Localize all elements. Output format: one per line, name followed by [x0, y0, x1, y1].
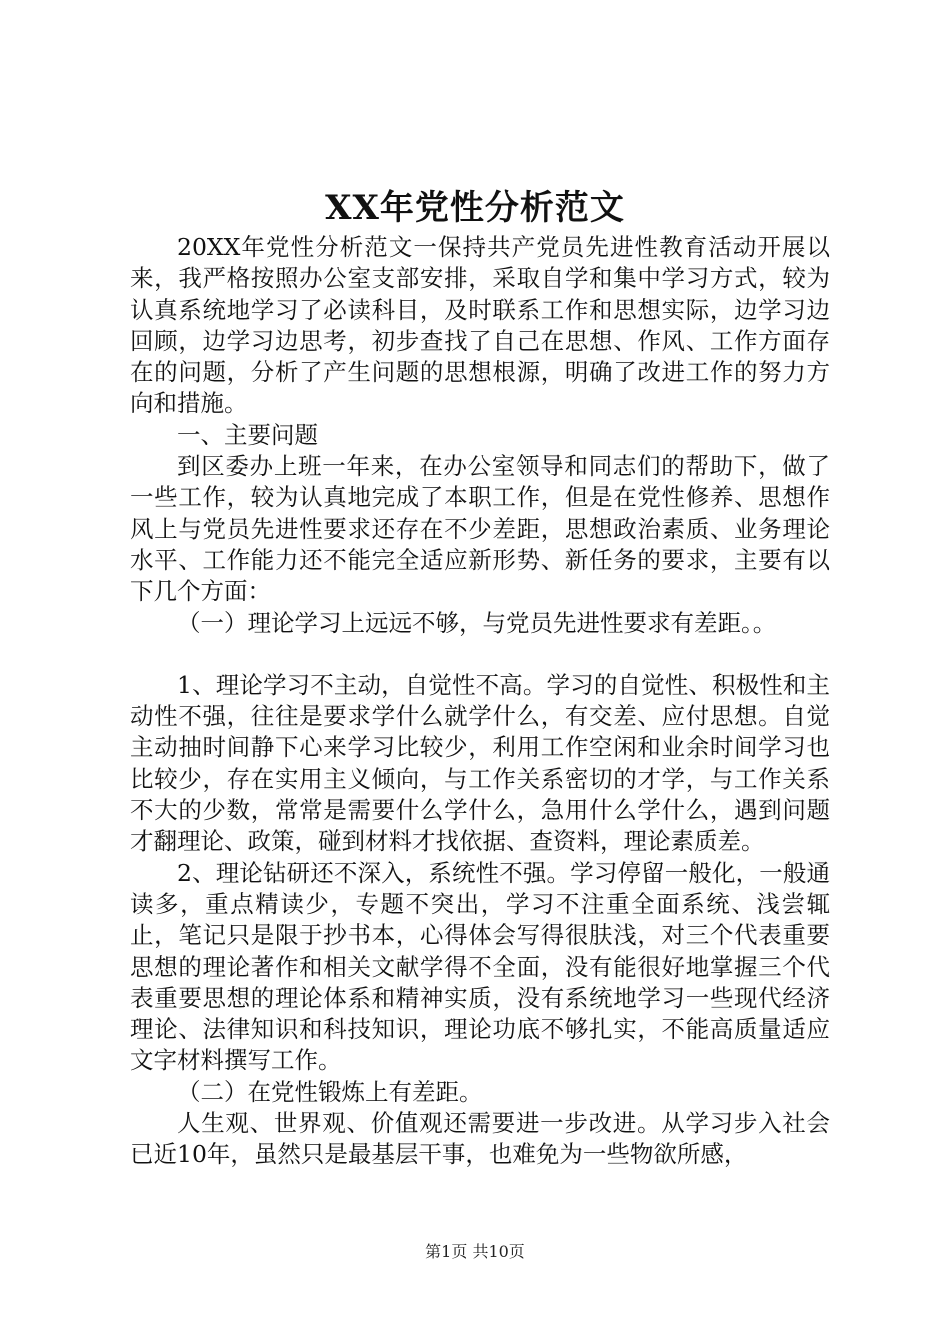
subheading-party-spirit: （二）在党性锻炼上有差距。 [177, 1077, 483, 1106]
section-heading-main-problems: 一、主要问题 [177, 420, 318, 449]
subheading-theory-study: （一）理论学习上远远不够，与党员先进性要求有差距。。 [177, 608, 777, 637]
paragraph-spacer [130, 639, 830, 670]
paragraph-point-1: 1、理论学习不主动，自觉性不高。学习的自觉性、积极性和主动性不强，往往是要求学什么就学什么，有交差、应付思想。自觉主动抽时间静下心来学习比较少，利用工作空闲和业余时间学习也比较少，存在实用主义倾向，与工作关系密切的才学，与工作关系不大的少数，常常是需要什么学什么，急用什么学什么，遇到问题才翻理论、政策，碰到材料才找依据、查资料，理论素质差。 [130, 670, 830, 856]
paragraph-worldview: 人生观、世界观、价值观还需要进一步改进。从学习步入社会已近10年，虽然只是最基层干事，也难免为一些物欲所感， [130, 1109, 830, 1169]
document-title: XX年党性分析范文 [325, 188, 625, 228]
intro-paragraph: 20XX年党性分析范文一保持共产党员先进性教育活动开展以来，我严格按照办公室支部安排，采取自学和集中学习方式，较为认真系统地学习了必读科目，及时联系工作和思想实际，边学习边回顾，边学习边思考，初步查找了自己在思想、作风、工作方面存在的问题，分析了产生问题的思想根源，明确了改进工作的努力方向和措施。 [130, 233, 830, 418]
paragraph-overview: 到区委办上班一年来，在办公室领导和同志们的帮助下，做了一些工作，较为认真地完成了本职工作，但是在党性修养、思想作风上与党员先进性要求还存在不少差距，思想政治素质、业务理论水平、工作能力还不能完全适应新形势、新任务的要求，主要有以下几个方面： [130, 452, 830, 606]
document-body [130, 232, 830, 1171]
page-number-footer: 第1页 共10页 [425, 1242, 525, 1261]
paragraph-point-2: 2、理论钻研还不深入，系统性不强。学习停留一般化，一般通读多，重点精读少，专题不突出，学习不注重全面系统、浅尝辄止，笔记只是限于抄书本，心得体会写得很肤浅，对三个代表重要思想的理论著作和相关文献学得不全面，没有能很好地掌握三个代表重要思想的理论体系和精神实质，没有系统地学习一些现代经济理论、法律知识和科技知识，理论功底不够扎实，不能高质量适应文字材料撰写工作。 [130, 858, 830, 1075]
